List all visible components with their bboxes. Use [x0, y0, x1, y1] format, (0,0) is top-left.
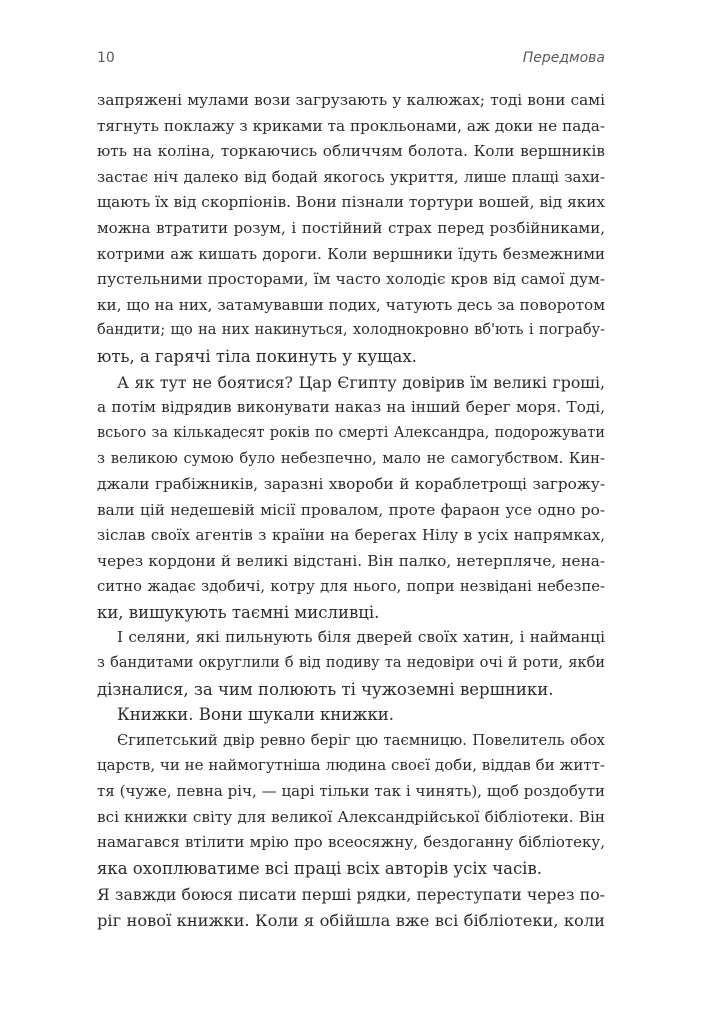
text-line: царств, чи не наймогутніша людина своєї доби, віддав би житт-: [97, 756, 605, 775]
paragraph: [97, 728, 605, 882]
text-line: ки, вишукують таємні мисливці.: [97, 602, 380, 622]
text-line: запряжені мулами вози загрузають у калюжах; тоді вони самі: [97, 91, 605, 109]
paragraph: [97, 702, 605, 728]
text-line: можна втратити розум, і постійний страх перед розбійниками,: [97, 218, 605, 237]
text-line: ють на коліна, торкаючись обличчям болота. Коли вершників: [97, 142, 605, 161]
text-line: щають їх від скорпіонів. Вони пізнали тортури вошей, від яких: [97, 193, 605, 212]
text-line: А як тут не боятися? Цар Єгипту довірив їм великі гроші,: [117, 372, 605, 392]
text-line: ріг нової книжки. Коли я обійшла вже всі бібліотеки, коли: [97, 910, 605, 930]
text-line: ситно жадає здобичі, котру для нього, попри незвідані небезпе-: [97, 578, 605, 596]
text-line: І селяни, які пильнують біля дверей своїх хатин, і найманці: [117, 628, 605, 647]
paragraph: [97, 370, 605, 626]
page-number: 10: [97, 50, 115, 66]
text-line: бандити; що на них накинуться, холоднокровно вб'ють і пограбу-: [97, 322, 605, 339]
text-line: Я завжди боюся писати перші рядки, переступати через по-: [97, 885, 605, 904]
paragraph: [97, 88, 605, 370]
text-line: а потім відрядив виконувати наказ на інший берег моря. Тоді,: [97, 398, 605, 417]
text-line: ють, а гарячі тіла покинуть у кущах.: [97, 346, 417, 366]
text-line: всі книжки світу для великої Александрійської бібліотеки. Він: [97, 807, 605, 826]
text-line: з великою сумою було небезпечно, мало не самогубством. Кин-: [97, 450, 605, 468]
text-line: через кордони й великі відстані. Він палко, нетерпляче, нена-: [97, 551, 605, 570]
text-line: пустельними просторами, їм часто холодіє кров від самої дум-: [97, 270, 605, 289]
text-line: всього за кількадесят років по смерті Александра, подорожувати: [97, 424, 605, 441]
text-line: з бандитами округлили б від подиву та недовіри очі й роти, якби: [97, 655, 605, 672]
text-line: Книжки. Вони шукали книжки.: [117, 705, 395, 725]
section-text: [97, 882, 605, 933]
text-line: зіслав своїх агентів з країни на берегах Нілу в усіх напрямках,: [97, 526, 605, 545]
text-line: застає ніч далеко від бодай якогось укриття, лише плащі захи-: [97, 167, 605, 186]
text-line: тягнуть поклажу з криками та прокльонами, аж доки не пада-: [97, 116, 605, 135]
paragraph: [97, 882, 605, 933]
text-line: яка охоплюватиме всі праці всіх авторів усіх часів.: [97, 858, 542, 878]
text-line: ки, що на них, затамувавши подих, чатують десь за поворотом: [97, 295, 606, 314]
running-title: Передмова: [522, 50, 605, 66]
text-line: вали цій недешевій місії провалом, проте фараон усе одно ро-: [97, 500, 605, 519]
text-line: намагався втілити мрію про всеосяжну, бездоганну бібліотеку,: [97, 833, 605, 852]
paragraph: [97, 625, 605, 702]
text-line: дізналися, за чим полюють ті чужоземні вершники.: [97, 679, 554, 699]
page-header: [97, 50, 605, 72]
text-line: джали грабіжників, заразні хвороби й кораблетрощі загрожу-: [97, 474, 605, 493]
text-line: Єгипетський двір ревно беріг цю таємницю. Повелитель обох: [117, 731, 605, 749]
text-line: тя (чуже, певна річ, — царі тільки так і чинять), щоб роздобути: [97, 782, 605, 801]
main-text: [97, 88, 605, 881]
text-line: котрими аж кишать дороги. Коли вершники їдуть безмежними: [97, 244, 605, 263]
